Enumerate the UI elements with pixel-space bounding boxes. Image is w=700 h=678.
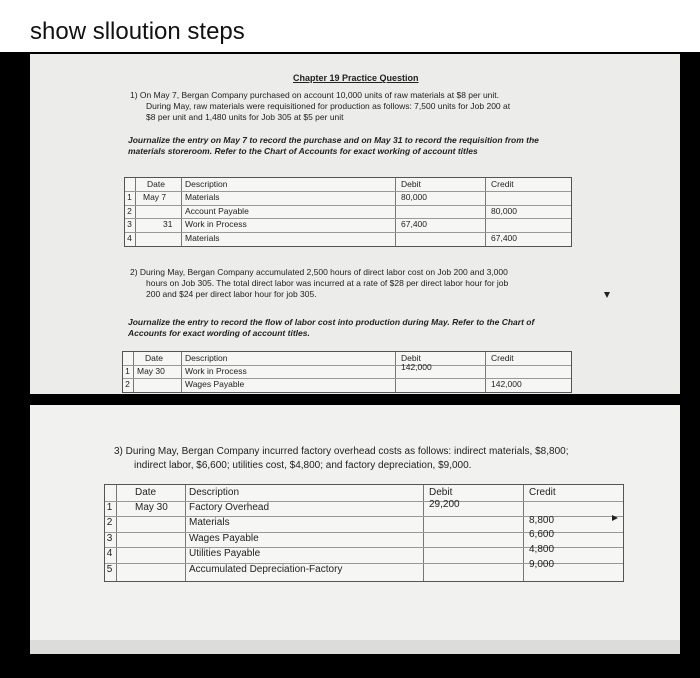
table3-row-num: 3 [106, 533, 113, 544]
table3-row-num: 1 [106, 502, 113, 513]
table3-row-num: 5 [106, 564, 113, 575]
table1-row-date: May 7 [143, 192, 167, 202]
q1-instruction-line1: Journalize the entry on May 7 to record the purchase and on May 31 to record the requisition from the [128, 135, 539, 145]
table1-row-debit: 67,400 [401, 219, 427, 229]
journal-table-3 [104, 484, 624, 582]
table1-row-debit: 80,000 [401, 192, 427, 202]
table2-row-date: May 30 [137, 366, 165, 376]
table2-header-description: Description [185, 353, 228, 363]
q2-line1: 2) During May, Bergan Company accumulated 2,500 hours of direct labor cost on Job 200 and 3,000 [130, 267, 508, 277]
journal-table-2 [122, 351, 572, 393]
q3-line1: 3) During May, Bergan Company incurred factory overhead costs as follows: indirect materials, $8,800; [114, 446, 569, 457]
table3-row-description: Accumulated Depreciation-Factory [189, 564, 343, 575]
table3-row-date: May 30 [135, 502, 168, 513]
photo-edge [30, 640, 680, 654]
table3-row-credit: 6,600 [529, 529, 555, 540]
q3-line2: indirect labor, $6,600; utilities cost, $4,800; and factory depreciation, $9,000. [134, 460, 472, 471]
table1-row-description: Materials [185, 192, 220, 202]
table1-header-description: Description [185, 179, 228, 189]
table2-header-credit: Credit [491, 353, 514, 363]
table1-row-credit: 80,000 [491, 206, 517, 216]
table2-row-num: 1 [125, 366, 130, 376]
q1-line2: During May, raw materials were requisitioned for production as follows: 7,500 units for Job 200 at [146, 101, 511, 111]
table1-row-description: Work in Process [185, 219, 247, 229]
table2-row-debit: 142,000 [401, 362, 432, 372]
table1-header-date: Date [147, 179, 165, 189]
table3-row-credit: 8,800 [529, 515, 555, 526]
table1-row-credit: 67,400 [491, 233, 517, 243]
table3-row-description: Materials [189, 517, 230, 528]
table3-row-debit: 29,200 [429, 499, 460, 510]
q1-instruction-line2: materials storeroom. Refer to the Chart of Accounts for exact working of account titles [128, 146, 478, 156]
page-title: show slloution steps [30, 18, 245, 45]
table3-row-num: 4 [106, 548, 113, 559]
table3-header-debit: Debit [429, 487, 453, 498]
table3-header-date: Date [135, 487, 157, 498]
table1-row-num: 2 [127, 206, 132, 216]
table2-header-date: Date [145, 353, 163, 363]
q1-line1: 1) On May 7, Bergan Company purchased on account 10,000 units of raw materials at $8 per unit. [130, 90, 500, 100]
table1-header-debit: Debit [401, 179, 421, 189]
table2-row-credit: 142,000 [491, 379, 522, 389]
table3-header-description: Description [189, 487, 240, 498]
table3-header-credit: Credit [529, 487, 556, 498]
worksheet-photo-bottom [30, 405, 680, 640]
table3-row-credit: 9,000 [529, 559, 555, 570]
cursor-arrow-icon [604, 292, 610, 298]
chapter-title: Chapter 19 Practice Question [293, 73, 419, 83]
table2-row-description: Work in Process [185, 366, 247, 376]
q2-instruction-line2: Accounts for exact wording of account titles. [128, 328, 310, 338]
worksheet-photo-top [30, 54, 680, 394]
table1-row-num: 1 [127, 192, 132, 202]
q2-line2: hours on Job 305. The total direct labor was incurred at a rate of $28 per direct labor hour for job [146, 278, 509, 288]
table3-row-credit: 4,800 [529, 544, 555, 555]
top-bar [0, 0, 700, 52]
table1-header-credit: Credit [491, 179, 514, 189]
table2-header-debit: Debit [401, 353, 421, 363]
table3-row-description: Utilities Payable [189, 548, 261, 559]
cursor-arrow-icon [612, 515, 618, 521]
q1-line3: $8 per unit and 1,480 units for Job 305 at $5 per unit [146, 112, 344, 122]
table1-row-description: Materials [185, 233, 220, 243]
q2-line3: 200 and $24 per direct labor hour for job 305. [146, 289, 317, 299]
table3-row-num: 2 [106, 517, 113, 528]
table1-row-num: 4 [127, 233, 132, 243]
table3-row-description: Factory Overhead [189, 502, 270, 513]
table1-row-num: 3 [127, 219, 132, 229]
table1-row-description: Account Payable [185, 206, 249, 216]
journal-table-1 [124, 177, 572, 247]
table2-row-description: Wages Payable [185, 379, 245, 389]
table3-row-description: Wages Payable [189, 533, 259, 544]
table2-row-num: 2 [125, 379, 130, 389]
table1-row-date: 31 [163, 219, 173, 229]
q2-instruction-line1: Journalize the entry to record the flow of labor cost into production during May. Refer to the Chart of [128, 317, 535, 327]
